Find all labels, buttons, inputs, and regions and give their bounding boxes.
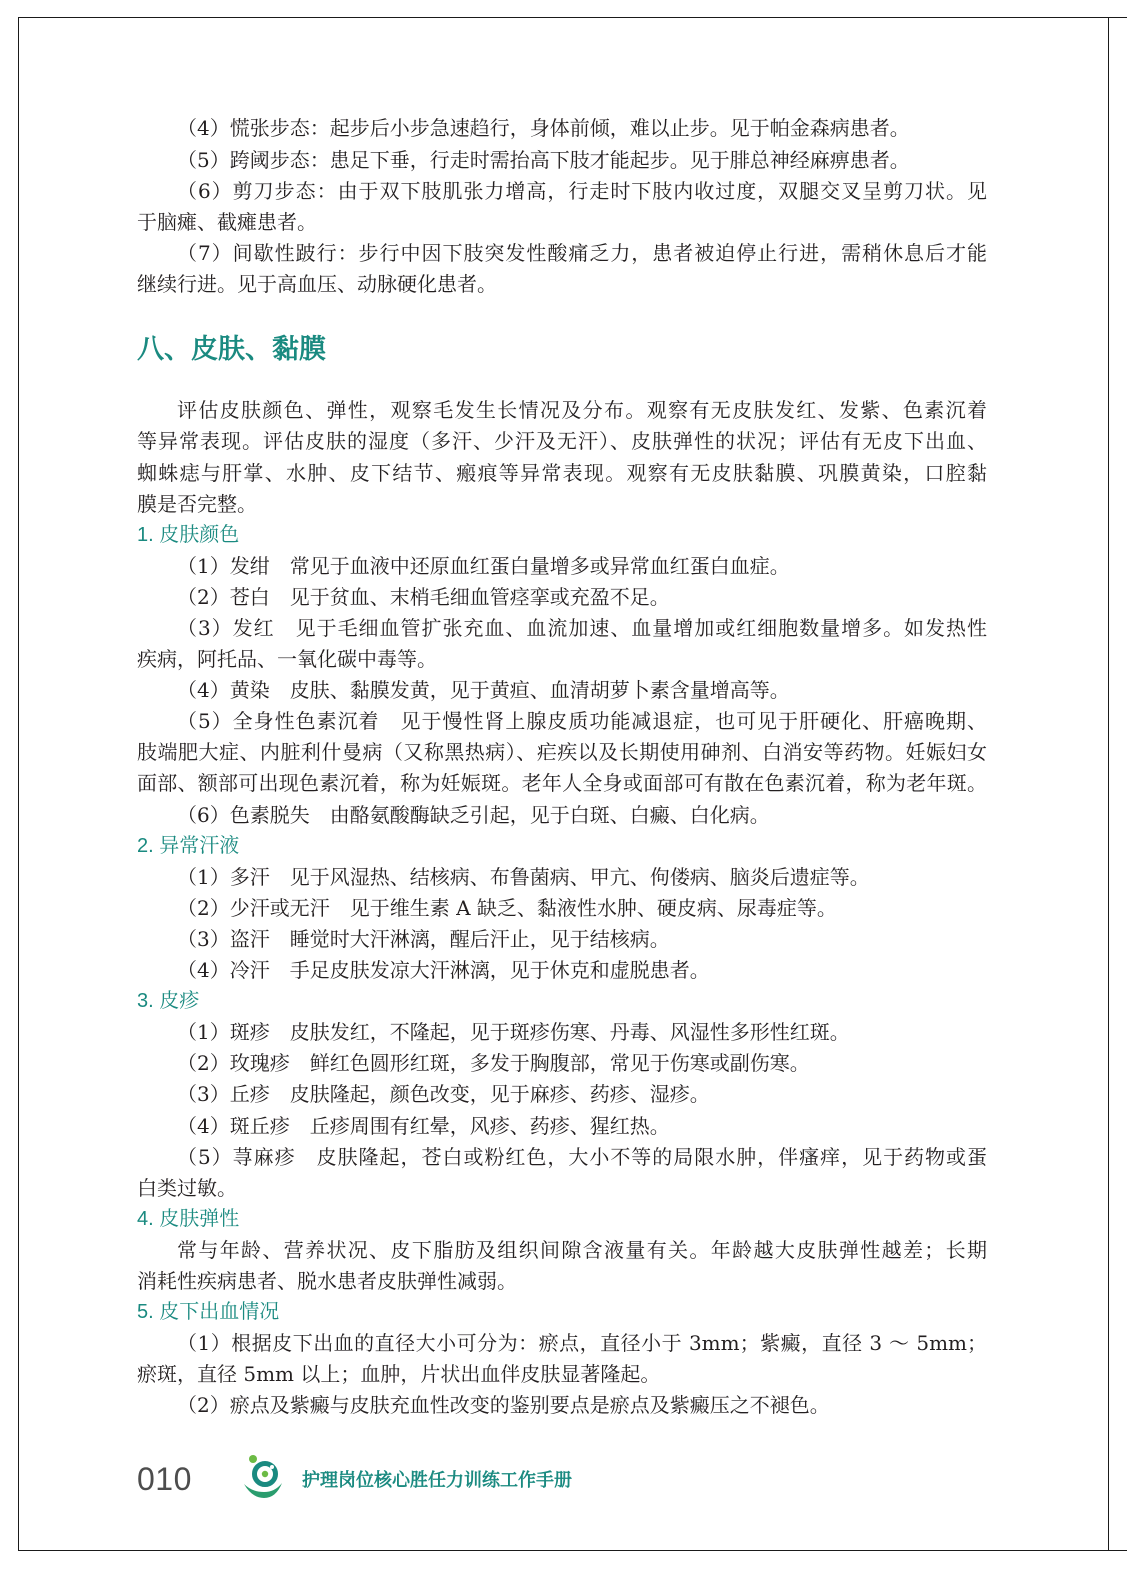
text-line: 常与年龄、营养状况、皮下脂肪及组织间隙含液量有关。年龄越大皮肤弹性越差；长期 — [177, 1237, 987, 1262]
subsection-subcutaneous-bleeding — [137, 1297, 987, 1421]
list-item — [137, 893, 987, 924]
text-line: （2）少汗或无汗 见于维生素 A 缺乏、黏液性水肿、硬皮病、尿毒症等。 — [177, 895, 837, 920]
text-line: 继续行进。见于高血压、动脉硬化患者。 — [137, 271, 497, 296]
text-line: （3）丘疹 皮肤隆起，颜色改变，见于麻疹、药疹、湿疹。 — [177, 1082, 710, 1107]
text-line: 肢端肥大症、内脏利什曼病（又称黑热病）、疟疾以及长期使用砷剂、白消安等药物。妊娠妇女 — [137, 740, 987, 765]
text-line: 瘀斑，直径 5mm 以上；血肿，片状出血伴皮肤显著隆起。 — [137, 1362, 661, 1387]
text-line: 蜘蛛痣与肝掌、水肿、皮下结节、瘢痕等异常表现。观察有无皮肤黏膜、巩膜黄染，口腔黏 — [137, 460, 987, 485]
list-item — [137, 955, 987, 986]
page-border-bottom — [18, 1550, 1127, 1551]
gait-item — [137, 145, 987, 176]
subsection-title: 4. 皮肤弹性 — [137, 1207, 240, 1230]
subsection-title: 5. 皮下出血情况 — [137, 1301, 280, 1324]
list-item — [137, 1390, 987, 1421]
text-line: （4）慌张步态：起步后小步急速趋行，身体前倾，难以止步。见于帕金森病患者。 — [177, 116, 910, 141]
list-item — [137, 862, 987, 893]
subsection-abnormal-sweat — [137, 831, 987, 986]
text-line: （6）剪刀步态：由于双下肢肌张力增高，行走时下肢内收过度，双腿交叉呈剪刀状。见 — [177, 178, 987, 203]
text-line: （1）发绀 常见于血液中还原血红蛋白量增多或异常血红蛋白血症。 — [177, 553, 790, 578]
subsection-skin-elasticity — [137, 1204, 987, 1297]
subsection-rash — [137, 986, 987, 1204]
list-item — [137, 613, 987, 675]
list-item — [137, 1111, 987, 1142]
list-item — [137, 706, 987, 799]
subsection-skin-color — [137, 520, 987, 831]
text-line: 评估皮肤颜色、弹性，观察毛发生长情况及分布。观察有无皮肤发红、发紫、色素沉着 — [177, 398, 987, 423]
page-border-right — [1108, 17, 1109, 1551]
text-line: （2）苍白 见于贫血、末梢毛细血管痉挛或充盈不足。 — [177, 584, 670, 609]
list-item — [137, 1328, 987, 1390]
text-line: （2）瘀点及紫癜与皮肤充血性改变的鉴别要点是瘀点及紫癜压之不褪色。 — [177, 1393, 830, 1418]
text-line: （1）多汗 见于风湿热、结核病、布鲁菌病、甲亢、佝偻病、脑炎后遗症等。 — [177, 864, 870, 889]
list-item — [137, 1142, 987, 1204]
list-item — [137, 924, 987, 955]
text-line: （5）荨麻疹 皮肤隆起，苍白或粉红色，大小不等的局限水肿，伴瘙痒，见于药物或蛋 — [177, 1144, 987, 1169]
text-line: （6）色素脱失 由酪氨酸酶缺乏引起，见于白斑、白癜、白化病。 — [177, 802, 770, 827]
list-item — [137, 1079, 987, 1110]
text-line: （3）盗汗 睡觉时大汗淋漓，醒后汗止，见于结核病。 — [177, 926, 670, 951]
list-item — [137, 1048, 987, 1079]
list-item — [137, 800, 987, 831]
text-line: 面部、额部可出现色素沉着，称为妊娠斑。老年人全身或面部可有散在色素沉着，称为老年斑。 — [137, 771, 987, 796]
text-line: （3）发红 见于毛细血管扩张充血、血流加速、血量增加或红细胞数量增多。如发热性 — [177, 616, 987, 640]
text-line: 于脑瘫、截瘫患者。 — [137, 209, 317, 234]
page-number: 010 — [137, 1461, 192, 1497]
subsection-title: 2. 异常汗液 — [137, 834, 240, 857]
book-title: 护理岗位核心胜任力训练工作手册 — [302, 1470, 572, 1490]
list-item — [137, 551, 987, 582]
gait-item — [137, 113, 987, 144]
text-line: （5）全身性色素沉着 见于慢性肾上腺皮质功能减退症，也可见于肝硬化、肝癌晚期、 — [177, 709, 987, 734]
list-item — [137, 675, 987, 706]
intro-paragraph — [137, 395, 987, 519]
gait-item — [137, 176, 987, 238]
page-border-top — [18, 17, 1127, 18]
text-line: 白类过敏。 — [137, 1175, 237, 1200]
text-line: （4）冷汗 手足皮肤发凉大汗淋漓，见于休克和虚脱患者。 — [177, 958, 710, 983]
text-line: （1）斑疹 皮肤发红，不隆起，见于斑疹伤寒、丹毒、风湿性多形性红斑。 — [177, 1020, 850, 1045]
text-line: （7）间歇性跛行：步行中因下肢突发性酸痛乏力，患者被迫停止行进，需稍休息后才能 — [177, 240, 987, 265]
nursing-care-logo-icon — [243, 1453, 283, 1501]
paragraph — [137, 1235, 987, 1297]
text-line: （2）玫瑰疹 鲜红色圆形红斑，多发于胸腹部，常见于伤寒或副伤寒。 — [177, 1051, 810, 1076]
gait-list — [137, 113, 987, 300]
text-line: （1）根据皮下出血的直径大小可分为：瘀点，直径小于 3mm；紫癜，直径 3 ～ 5mm； — [177, 1331, 987, 1356]
text-line: （5）跨阈步态：患足下垂，行走时需抬高下肢才能起步。见于腓总神经麻痹患者。 — [177, 147, 910, 172]
subsection-title: 1. 皮肤颜色 — [137, 523, 240, 546]
text-line: 疾病，阿托品、一氧化碳中毒等。 — [137, 647, 437, 672]
list-item — [137, 582, 987, 613]
list-item — [137, 1017, 987, 1048]
section-heading: 八、皮肤、黏膜 — [137, 334, 326, 364]
text-line: 等异常表现。评估皮肤的湿度（多汗、少汗及无汗）、皮肤弹性的状况；评估有无皮下出血、 — [137, 429, 987, 454]
text-line: 膜是否完整。 — [137, 491, 257, 516]
text-line: （4）黄染 皮肤、黏膜发黄，见于黄疸、血清胡萝卜素含量增高等。 — [177, 678, 790, 703]
page-border-left — [18, 17, 19, 1551]
subsection-title: 3. 皮疹 — [137, 990, 200, 1013]
gait-item — [137, 238, 987, 300]
text-line: （4）斑丘疹 丘疹周围有红晕，风疹、药疹、猩红热。 — [177, 1113, 670, 1138]
text-line: 消耗性疾病患者、脱水患者皮肤弹性减弱。 — [137, 1268, 517, 1293]
page-body — [137, 113, 987, 1421]
